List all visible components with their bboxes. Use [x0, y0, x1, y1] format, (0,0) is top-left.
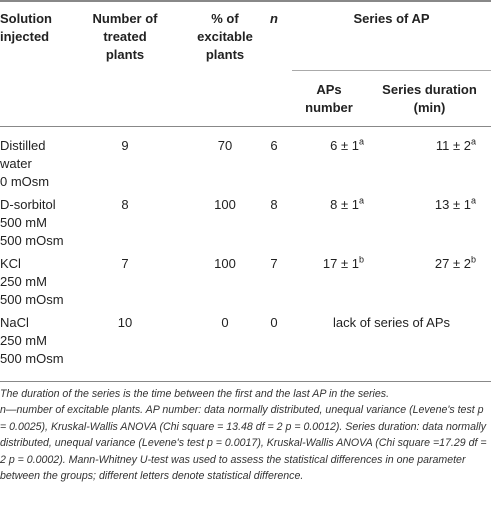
row4-solution: NaCl 250 mM 500 mOsm — [0, 315, 64, 366]
header-percent-excitable: % of excitable plants — [197, 11, 253, 62]
row1-n: 6 — [270, 138, 278, 153]
header-bottom-rule — [0, 126, 491, 127]
row3-solution: KCl 250 mM 500 mOsm — [0, 256, 64, 307]
row4-n: 0 — [270, 315, 278, 330]
table-top-rule — [0, 0, 491, 2]
row4-lack-of-series: lack of series of APs — [332, 315, 451, 330]
row3-treated: 7 — [121, 256, 129, 271]
row2-series-duration: $13 \pm 1^a$ — [434, 195, 476, 212]
header-aps-number: APs number — [305, 82, 353, 115]
header-n: n — [270, 11, 278, 26]
row1-excitable: 70 — [217, 138, 233, 153]
row3-excitable: 100 — [214, 256, 236, 271]
row2-treated: 8 — [121, 197, 129, 212]
header-number-treated: Number of treated plants — [92, 11, 158, 62]
footnote-line1: The duration of the series is the time between the first and the last AP in the series. — [0, 388, 390, 400]
row2-n: 8 — [270, 197, 278, 212]
row1-solution: Distilled water 0 mOsm — [0, 138, 50, 189]
header-sub-rule — [292, 70, 491, 71]
row3-aps-number: $17 \pm 1^b$ — [322, 254, 364, 271]
header-solution-injected: Solution injected — [0, 11, 52, 44]
header-series-of-ap: Series of AP — [353, 11, 430, 26]
row4-excitable: 0 — [221, 315, 229, 330]
row1-aps-number: $6 \pm 1^a$ — [330, 136, 364, 153]
footnote-line2: n—number of excitable plants. AP number: data normally distributed, unequal variance (Levene's test p = 0.0025), Kruskal-Wallis ANOVA (Chi square = 13.48 df = 2 p = 0.0012). Series duration: data normally distributed, unequal variance (Levene's test p = 0.0017), Kruskal-Wallis ANOVA (Chi square =17.29 df = 2 p = 0.0002). Mann-Whitney U-test was used to assess the statistical differences in one parameter between the groups; different letters denote statistical difference. — [0, 404, 487, 483]
row2-aps-number: $8 \pm 1^a$ — [330, 195, 364, 212]
row1-series-duration: $11 \pm 2^a$ — [435, 136, 476, 153]
row2-excitable: 100 — [214, 197, 236, 212]
table-bottom-rule — [0, 381, 491, 382]
header-series-duration: Series duration (min) — [382, 82, 477, 115]
table-footnote — [0, 386, 491, 484]
row4-treated: 10 — [117, 315, 133, 330]
row2-solution: D-sorbitol 500 mM 500 mOsm — [0, 197, 64, 248]
row3-series-duration: $27 \pm 2^b$ — [434, 254, 476, 271]
row3-n: 7 — [270, 256, 278, 271]
row1-treated: 9 — [121, 138, 129, 153]
